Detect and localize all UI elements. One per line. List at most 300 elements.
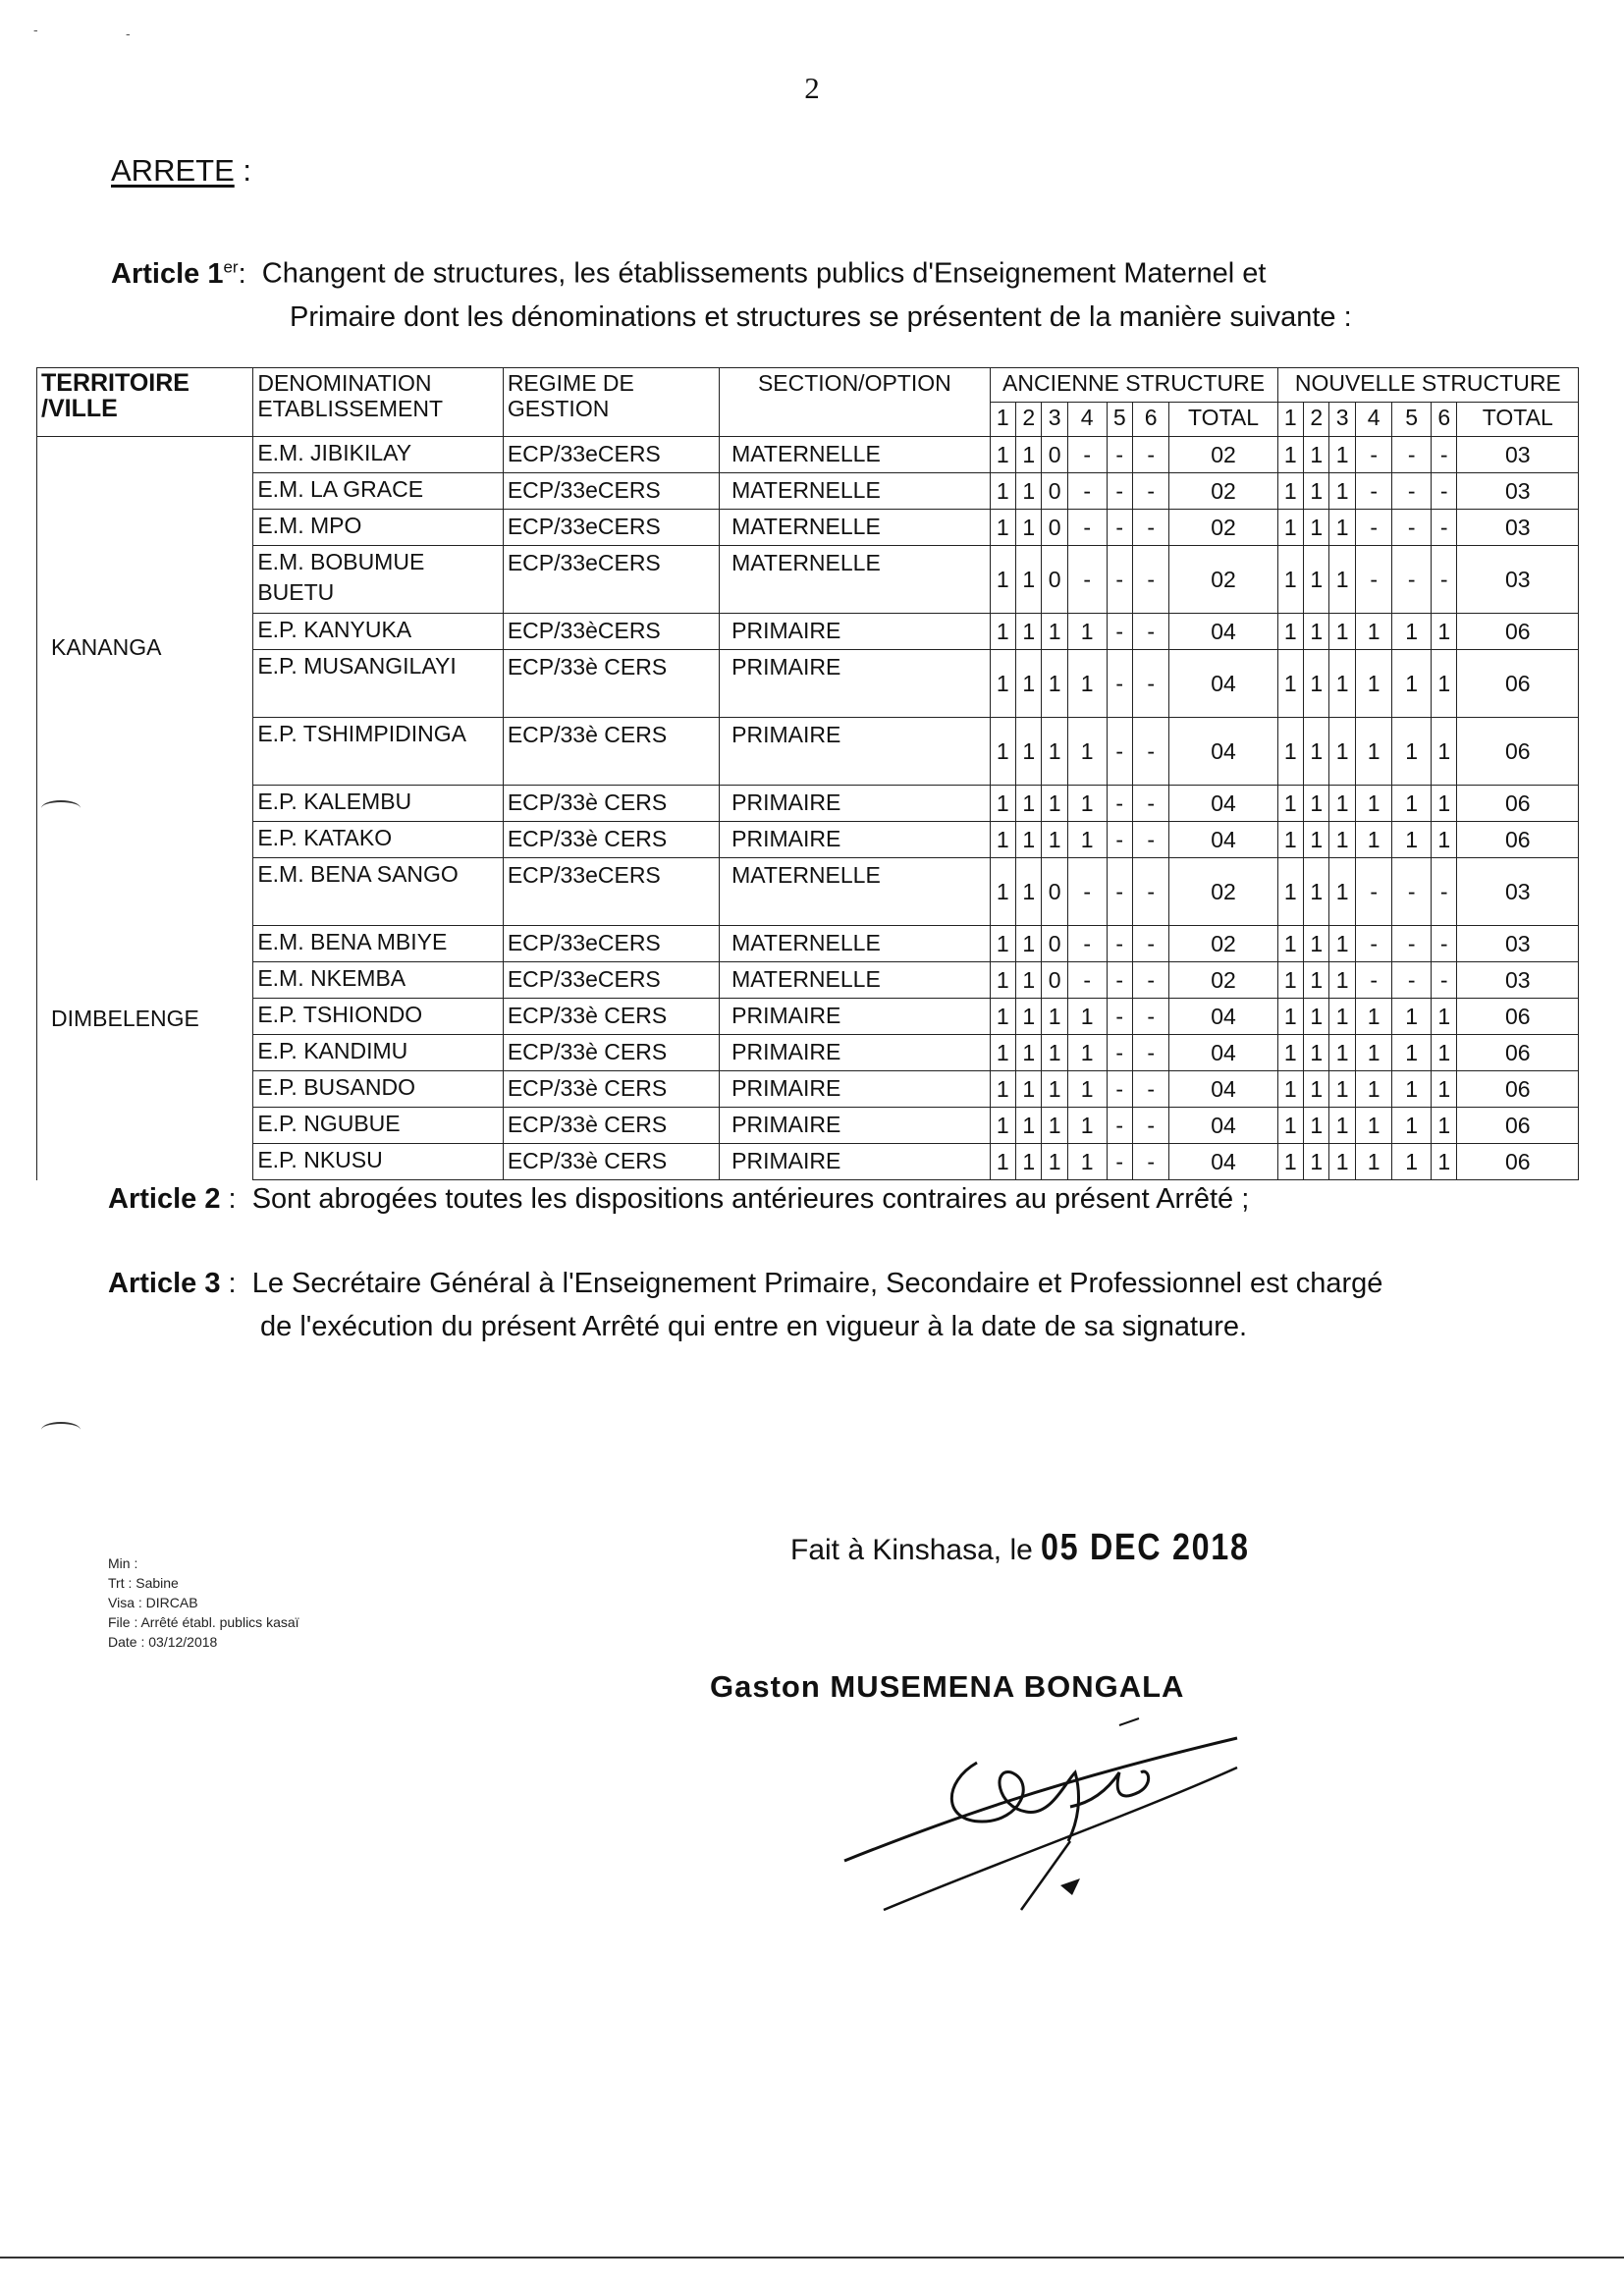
new-structure-cell: 1	[1277, 510, 1303, 546]
old-structure-cell: 1	[990, 962, 1015, 999]
new-structure-cell: 1	[1329, 437, 1355, 473]
new-structure-cell: 1	[1304, 1144, 1329, 1180]
new-structure-cell: 1	[1304, 999, 1329, 1035]
regime-cell: ECP/33è CERS	[503, 1144, 719, 1180]
old-structure-cell: -	[1132, 1035, 1168, 1071]
old-structure-cell: 1	[1016, 1144, 1042, 1180]
old-col-header: TOTAL	[1169, 403, 1277, 437]
header-denomination: DENOMINATION ETABLISSEMENT	[253, 368, 503, 437]
reference-line: Trt : Sabine	[108, 1575, 179, 1591]
territoire-cell: KANANGA	[37, 437, 253, 858]
old-structure-cell: 1	[1067, 1144, 1107, 1180]
old-structure-cell: 1	[1042, 999, 1067, 1035]
table-row	[37, 1144, 1579, 1180]
new-structure-cell: 03	[1457, 858, 1579, 926]
establishment-name: E.P. TSHIMPIDINGA	[253, 718, 503, 786]
regime-cell: ECP/33è CERS	[503, 718, 719, 786]
old-col-header: 1	[990, 403, 1015, 437]
new-structure-cell: 1	[1329, 1144, 1355, 1180]
establishment-name: E.P. TSHIONDO	[253, 999, 503, 1035]
new-structure-cell: 1	[1329, 510, 1355, 546]
old-structure-cell: 1	[1016, 473, 1042, 510]
new-structure-cell: 1	[1329, 786, 1355, 822]
old-structure-cell: -	[1132, 1108, 1168, 1144]
old-structure-cell: 1	[1067, 1108, 1107, 1144]
old-structure-cell: -	[1107, 1035, 1132, 1071]
old-structure-cell: -	[1132, 999, 1168, 1035]
old-structure-cell: -	[1107, 546, 1132, 614]
old-structure-cell: 1	[1016, 822, 1042, 858]
new-structure-cell: 06	[1457, 1071, 1579, 1108]
old-structure-cell: -	[1132, 614, 1168, 650]
old-structure-cell: -	[1132, 962, 1168, 999]
header-nouvelle-structure: NOUVELLE STRUCTURE	[1277, 368, 1578, 403]
old-structure-cell: 1	[990, 473, 1015, 510]
closing-line	[790, 1527, 1286, 1569]
new-structure-cell: 1	[1329, 650, 1355, 718]
old-structure-cell: 1	[1042, 786, 1067, 822]
old-structure-cell: 1	[1067, 1035, 1107, 1071]
new-structure-cell: 06	[1457, 999, 1579, 1035]
article-1-line-2: Primaire dont les dénominations et structures se présentent de la manière suivante :	[290, 300, 1352, 333]
new-structure-cell: 1	[1329, 1108, 1355, 1144]
old-structure-cell: 0	[1042, 437, 1067, 473]
establishment-name: E.M. BENA MBIYE	[253, 926, 503, 962]
regime-cell: ECP/33eCERS	[503, 437, 719, 473]
establishment-name: E.P. KANYUKA	[253, 614, 503, 650]
establishment-name: E.M. NKEMBA	[253, 962, 503, 999]
regime-cell: ECP/33eCERS	[503, 858, 719, 926]
table-row	[37, 1035, 1579, 1071]
section-cell: PRIMAIRE	[720, 650, 990, 718]
old-structure-cell: 1	[1042, 650, 1067, 718]
new-structure-cell: 1	[1329, 1035, 1355, 1071]
old-structure-cell: 1	[990, 614, 1015, 650]
new-structure-cell: 03	[1457, 437, 1579, 473]
new-structure-cell: -	[1355, 510, 1391, 546]
new-structure-cell: 1	[1304, 822, 1329, 858]
article-3-line-2: de l'exécution du présent Arrêté qui entre en vigueur à la date de sa signature.	[260, 1311, 1248, 1342]
old-col-header: 6	[1132, 403, 1168, 437]
old-structure-cell: 0	[1042, 858, 1067, 926]
old-structure-cell: 1	[1016, 962, 1042, 999]
old-structure-cell: -	[1107, 926, 1132, 962]
old-structure-cell: -	[1067, 926, 1107, 962]
new-structure-cell: 06	[1457, 822, 1579, 858]
regime-cell: ECP/33eCERS	[503, 962, 719, 999]
new-structure-cell: 1	[1355, 1035, 1391, 1071]
old-structure-cell: -	[1107, 858, 1132, 926]
old-structure-cell: 1	[990, 650, 1015, 718]
old-structure-cell: 1	[1067, 822, 1107, 858]
new-structure-cell: 06	[1457, 614, 1579, 650]
new-structure-cell: 06	[1457, 650, 1579, 718]
section-cell: MATERNELLE	[720, 858, 990, 926]
new-structure-cell: 1	[1355, 1108, 1391, 1144]
new-structure-cell: 1	[1432, 1108, 1457, 1144]
old-structure-cell: 1	[1016, 614, 1042, 650]
new-structure-cell: 1	[1329, 999, 1355, 1035]
table-row	[37, 546, 1579, 614]
section-cell: PRIMAIRE	[720, 614, 990, 650]
old-structure-cell: 1	[1016, 650, 1042, 718]
reference-line: Min :	[108, 1555, 138, 1571]
table-body	[37, 437, 1579, 1180]
new-structure-cell: 1	[1329, 1071, 1355, 1108]
new-structure-cell: 1	[1277, 546, 1303, 614]
article-3-label-suffix: :	[228, 1268, 237, 1299]
old-structure-cell: 1	[990, 546, 1015, 614]
establishment-name: E.P. KATAKO	[253, 822, 503, 858]
new-structure-cell: 1	[1392, 718, 1432, 786]
new-structure-cell: 1	[1277, 999, 1303, 1035]
new-structure-cell: -	[1432, 962, 1457, 999]
old-structure-cell: -	[1067, 858, 1107, 926]
table-row	[37, 786, 1579, 822]
old-structure-cell: 1	[1016, 1071, 1042, 1108]
header-territoire: TERRITOIRE /VILLE	[37, 368, 253, 437]
article-2	[108, 1177, 1502, 1221]
old-structure-cell: -	[1107, 1108, 1132, 1144]
old-structure-cell: 1	[1016, 999, 1042, 1035]
new-structure-cell: 1	[1304, 473, 1329, 510]
article-3-label: Article 3	[108, 1268, 221, 1299]
new-structure-cell: 1	[1277, 473, 1303, 510]
old-structure-cell: 1	[1067, 614, 1107, 650]
old-structure-cell: -	[1132, 858, 1168, 926]
old-structure-cell: 1	[990, 1108, 1015, 1144]
new-structure-cell: 1	[1355, 822, 1391, 858]
table-row	[37, 926, 1579, 962]
old-structure-cell: 1	[1016, 546, 1042, 614]
handwritten-signature	[825, 1714, 1276, 1959]
new-structure-cell: 1	[1355, 786, 1391, 822]
old-structure-cell: 0	[1042, 962, 1067, 999]
new-structure-cell: 03	[1457, 473, 1579, 510]
new-structure-cell: -	[1392, 926, 1432, 962]
old-structure-cell: 1	[1042, 614, 1067, 650]
regime-cell: ECP/33è CERS	[503, 786, 719, 822]
new-structure-cell: 1	[1392, 822, 1432, 858]
table-row	[37, 858, 1579, 926]
old-structure-cell: 1	[1016, 926, 1042, 962]
article-2-text: Sont abrogées toutes les dispositions antérieures contraires au présent Arrêté ;	[251, 1183, 1250, 1215]
heading-suffix: :	[234, 153, 251, 188]
new-structure-cell: 1	[1392, 1035, 1432, 1071]
old-structure-cell: 1	[990, 1071, 1015, 1108]
heading-text: ARRETE	[111, 153, 235, 188]
old-structure-cell: 1	[1042, 1035, 1067, 1071]
establishment-name: E.M. BOBUMUE BUETU	[253, 546, 503, 614]
regime-cell: ECP/33è CERS	[503, 822, 719, 858]
new-structure-cell: -	[1392, 546, 1432, 614]
margin-mark	[41, 1422, 81, 1438]
old-col-header: 4	[1067, 403, 1107, 437]
table-row	[37, 1071, 1579, 1108]
new-structure-cell: 06	[1457, 1035, 1579, 1071]
new-structure-cell: 1	[1304, 858, 1329, 926]
table-row	[37, 437, 1579, 473]
old-structure-cell: -	[1107, 650, 1132, 718]
old-structure-cell: -	[1132, 718, 1168, 786]
new-col-header: 2	[1304, 403, 1329, 437]
new-structure-cell: 1	[1329, 614, 1355, 650]
old-structure-cell: 0	[1042, 926, 1067, 962]
old-structure-cell: 1	[990, 437, 1015, 473]
old-structure-cell: 0	[1042, 546, 1067, 614]
new-structure-cell: 1	[1329, 822, 1355, 858]
new-structure-cell: -	[1355, 962, 1391, 999]
new-structure-cell: -	[1355, 437, 1391, 473]
new-structure-cell: 1	[1304, 614, 1329, 650]
new-structure-cell: -	[1432, 546, 1457, 614]
new-structure-cell: 1	[1304, 962, 1329, 999]
closing-place: Fait à Kinshasa, le	[790, 1534, 1033, 1566]
new-structure-cell: 1	[1329, 718, 1355, 786]
old-structure-cell: -	[1107, 822, 1132, 858]
signer-name: Gaston MUSEMENA BONGALA	[710, 1669, 1185, 1704]
new-structure-cell: 03	[1457, 926, 1579, 962]
new-structure-cell: 1	[1277, 1071, 1303, 1108]
regime-cell: ECP/33è CERS	[503, 999, 719, 1035]
old-structure-cell: 1	[990, 999, 1015, 1035]
scan-mark: -	[126, 26, 131, 41]
establishment-name: E.P. NKUSU	[253, 1144, 503, 1180]
new-structure-cell: -	[1392, 510, 1432, 546]
reference-block	[108, 1553, 299, 1652]
section-cell: PRIMAIRE	[720, 1035, 990, 1071]
table-row	[37, 999, 1579, 1035]
old-structure-cell: 0	[1042, 510, 1067, 546]
old-structure-cell: 04	[1169, 822, 1277, 858]
old-structure-cell: 1	[1042, 822, 1067, 858]
new-structure-cell: 1	[1329, 473, 1355, 510]
old-structure-cell: 02	[1169, 510, 1277, 546]
section-cell: PRIMAIRE	[720, 786, 990, 822]
new-structure-cell: 1	[1355, 999, 1391, 1035]
reference-line: Date : 03/12/2018	[108, 1634, 218, 1650]
new-structure-cell: 06	[1457, 1144, 1579, 1180]
article-1-label-sup: er	[223, 257, 239, 276]
new-col-header: 4	[1355, 403, 1391, 437]
old-structure-cell: 04	[1169, 1108, 1277, 1144]
new-structure-cell: 1	[1355, 718, 1391, 786]
table-row	[37, 473, 1579, 510]
establishment-name: E.P. MUSANGILAYI	[253, 650, 503, 718]
old-structure-cell: 1	[1042, 718, 1067, 786]
old-structure-cell: 04	[1169, 650, 1277, 718]
new-structure-cell: 1	[1277, 650, 1303, 718]
new-structure-cell: 1	[1432, 614, 1457, 650]
old-structure-cell: 1	[1067, 718, 1107, 786]
new-structure-cell: 1	[1432, 1035, 1457, 1071]
old-structure-cell: -	[1067, 962, 1107, 999]
reference-line: Visa : DIRCAB	[108, 1595, 198, 1610]
old-structure-cell: 04	[1169, 1035, 1277, 1071]
old-structure-cell: 1	[1016, 437, 1042, 473]
establishment-name: E.M. JIBIKILAY	[253, 437, 503, 473]
regime-cell: ECP/33è CERS	[503, 1071, 719, 1108]
table-row	[37, 962, 1579, 999]
section-cell: PRIMAIRE	[720, 1144, 990, 1180]
new-structure-cell: 03	[1457, 962, 1579, 999]
new-col-header: 6	[1432, 403, 1457, 437]
old-structure-cell: -	[1132, 546, 1168, 614]
old-structure-cell: 1	[990, 858, 1015, 926]
new-structure-cell: 1	[1277, 822, 1303, 858]
new-col-header: 3	[1329, 403, 1355, 437]
old-col-header: 3	[1042, 403, 1067, 437]
table-row	[37, 650, 1579, 718]
establishment-name: E.P. BUSANDO	[253, 1071, 503, 1108]
old-structure-cell: 1	[990, 786, 1015, 822]
regime-cell: ECP/33eCERS	[503, 926, 719, 962]
old-structure-cell: 1	[1067, 1071, 1107, 1108]
old-structure-cell: 1	[1016, 718, 1042, 786]
table-row	[37, 822, 1579, 858]
old-structure-cell: -	[1132, 510, 1168, 546]
new-structure-cell: 1	[1277, 437, 1303, 473]
regime-cell: ECP/33èCERS	[503, 614, 719, 650]
new-structure-cell: 1	[1277, 1144, 1303, 1180]
new-structure-cell: 1	[1432, 786, 1457, 822]
old-structure-cell: -	[1067, 437, 1107, 473]
section-cell: PRIMAIRE	[720, 822, 990, 858]
territoire-cell: DIMBELENGE	[37, 858, 253, 1180]
old-structure-cell: -	[1132, 786, 1168, 822]
new-structure-cell: 1	[1392, 650, 1432, 718]
bottom-rule	[0, 2257, 1624, 2259]
header-section: SECTION/OPTION	[720, 368, 990, 437]
section-cell: PRIMAIRE	[720, 1071, 990, 1108]
new-structure-cell: 1	[1392, 1144, 1432, 1180]
new-structure-cell: -	[1432, 510, 1457, 546]
old-structure-cell: -	[1132, 1144, 1168, 1180]
new-structure-cell: 1	[1277, 1108, 1303, 1144]
new-structure-cell: -	[1432, 858, 1457, 926]
reference-line: File : Arrêté établ. publics kasaï	[108, 1614, 299, 1630]
date-stamp: 05 DEC 2018	[1041, 1527, 1250, 1568]
new-col-header: 5	[1392, 403, 1432, 437]
new-structure-cell: 1	[1392, 1108, 1432, 1144]
old-structure-cell: -	[1132, 1071, 1168, 1108]
scan-mark: -	[33, 22, 38, 37]
section-cell: PRIMAIRE	[720, 999, 990, 1035]
new-structure-cell: -	[1432, 926, 1457, 962]
regime-cell: ECP/33è CERS	[503, 1035, 719, 1071]
old-structure-cell: -	[1107, 962, 1132, 999]
regime-cell: ECP/33è CERS	[503, 1108, 719, 1144]
old-structure-cell: 1	[1016, 1035, 1042, 1071]
old-structure-cell: -	[1107, 786, 1132, 822]
old-structure-cell: -	[1132, 822, 1168, 858]
section-cell: MATERNELLE	[720, 962, 990, 999]
old-structure-cell: 1	[1016, 786, 1042, 822]
new-structure-cell: 1	[1432, 1144, 1457, 1180]
new-structure-cell: 1	[1304, 1071, 1329, 1108]
new-structure-cell: 1	[1277, 1035, 1303, 1071]
regime-cell: ECP/33eCERS	[503, 546, 719, 614]
old-structure-cell: 1	[990, 510, 1015, 546]
new-structure-cell: -	[1432, 473, 1457, 510]
old-structure-cell: 02	[1169, 962, 1277, 999]
new-structure-cell: 1	[1304, 786, 1329, 822]
old-structure-cell: -	[1132, 926, 1168, 962]
establishment-name: E.P. KANDIMU	[253, 1035, 503, 1071]
new-structure-cell: 1	[1304, 546, 1329, 614]
old-structure-cell: 04	[1169, 718, 1277, 786]
old-structure-cell: 1	[1016, 858, 1042, 926]
old-structure-cell: 0	[1042, 473, 1067, 510]
new-structure-cell: -	[1392, 437, 1432, 473]
old-structure-cell: 1	[1016, 510, 1042, 546]
old-structure-cell: -	[1067, 546, 1107, 614]
establishment-name: E.P. NGUBUE	[253, 1108, 503, 1144]
new-structure-cell: -	[1355, 546, 1391, 614]
old-structure-cell: 04	[1169, 1144, 1277, 1180]
new-structure-cell: 1	[1392, 614, 1432, 650]
new-structure-cell: 1	[1304, 1035, 1329, 1071]
table-row	[37, 718, 1579, 786]
regime-cell: ECP/33è CERS	[503, 650, 719, 718]
new-structure-cell: 1	[1277, 786, 1303, 822]
old-structure-cell: -	[1067, 510, 1107, 546]
old-structure-cell: -	[1132, 650, 1168, 718]
new-structure-cell: 1	[1432, 822, 1457, 858]
decree-heading	[111, 153, 251, 189]
new-structure-cell: 1	[1277, 614, 1303, 650]
new-structure-cell: 1	[1329, 926, 1355, 962]
new-structure-cell: 1	[1277, 926, 1303, 962]
table-row	[37, 510, 1579, 546]
new-structure-cell: 06	[1457, 1108, 1579, 1144]
new-structure-cell: -	[1392, 858, 1432, 926]
old-structure-cell: -	[1132, 473, 1168, 510]
new-structure-cell: 1	[1432, 1071, 1457, 1108]
new-structure-cell: 1	[1277, 718, 1303, 786]
old-structure-cell: 02	[1169, 858, 1277, 926]
old-structure-cell: -	[1107, 614, 1132, 650]
new-structure-cell: 1	[1432, 650, 1457, 718]
table-row	[37, 1108, 1579, 1144]
new-structure-cell: 03	[1457, 546, 1579, 614]
new-structure-cell: -	[1432, 437, 1457, 473]
new-structure-cell: -	[1355, 858, 1391, 926]
article-1	[111, 245, 1505, 339]
old-structure-cell: 04	[1169, 1071, 1277, 1108]
old-structure-cell: 1	[990, 822, 1015, 858]
new-structure-cell: 1	[1392, 786, 1432, 822]
new-col-header: TOTAL	[1457, 403, 1579, 437]
section-cell: MATERNELLE	[720, 437, 990, 473]
new-structure-cell: 06	[1457, 718, 1579, 786]
new-structure-cell: 1	[1304, 926, 1329, 962]
new-structure-cell: 1	[1355, 1144, 1391, 1180]
margin-mark	[41, 800, 81, 816]
new-structure-cell: 1	[1304, 718, 1329, 786]
new-structure-cell: 1	[1329, 962, 1355, 999]
old-structure-cell: -	[1107, 1071, 1132, 1108]
establishment-name: E.M. LA GRACE	[253, 473, 503, 510]
old-structure-cell: 04	[1169, 614, 1277, 650]
new-structure-cell: 1	[1304, 437, 1329, 473]
page-number: 2	[804, 71, 820, 105]
new-structure-cell: 1	[1304, 510, 1329, 546]
new-structure-cell: 1	[1277, 962, 1303, 999]
regime-cell: ECP/33eCERS	[503, 473, 719, 510]
section-cell: MATERNELLE	[720, 510, 990, 546]
old-structure-cell: 02	[1169, 473, 1277, 510]
